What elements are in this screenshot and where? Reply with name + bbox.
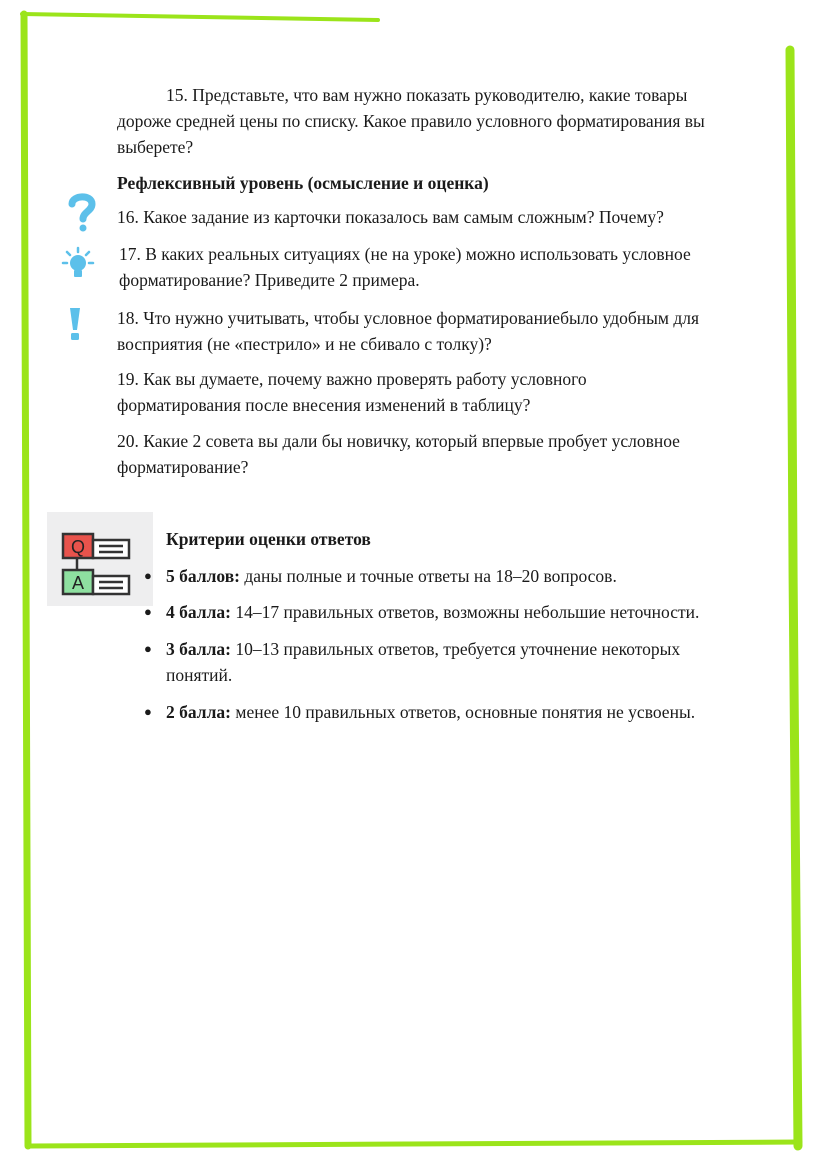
- qa-a-letter: A: [71, 573, 85, 593]
- q20-line1: 20. Какие 2 совета вы дали бы новичку, который впервые пробует условное: [117, 431, 680, 451]
- q20-line2: форматирование?: [117, 457, 249, 477]
- bullet: ●: [144, 641, 152, 656]
- exclamation-mark-icon: [66, 306, 84, 342]
- q17-line1: 17. В каких реальных ситуациях (не на уроке) можно использовать условное: [119, 244, 691, 264]
- criteria-item-3-line2: понятий.: [166, 665, 233, 685]
- qa-cards-icon: [47, 512, 153, 606]
- q19-line1: 19. Как вы думаете, почему важно проверять работу условного: [117, 369, 587, 389]
- qa-q-letter: Q: [70, 537, 86, 557]
- q16-text: 16. Какое задание из карточки показалось вам самым сложным? Почему?: [117, 207, 664, 227]
- section-title: Рефлексивный уровень (осмысление и оценка): [117, 173, 489, 193]
- bullet: ●: [144, 704, 152, 719]
- question-mark-icon: [62, 192, 102, 232]
- criteria-item-4: 4 балла: 14–17 правильных ответов, возможны небольшие неточности.: [166, 602, 700, 622]
- q18-line1: 18. Что нужно учитывать, чтобы условное форматированиебыло удобным для: [117, 308, 700, 328]
- criteria-item-3: 3 балла: 10–13 правильных ответов, требуется уточнение некоторых: [166, 639, 681, 659]
- q17-line2: форматирование? Приведите 2 примера.: [119, 270, 420, 290]
- q15-line3: выберете?: [117, 137, 194, 157]
- q19-line2: форматирования после внесения изменений в таблицу?: [117, 395, 531, 415]
- q15-line1: 15. Представьте, что вам нужно показать руководителю, какие товары: [166, 85, 688, 105]
- q15-line2: дороже средней цены по списку. Какое правило условного форматирования вы: [117, 111, 705, 131]
- q18-line2: восприятия (не «пестрило» и не сбивало с толку)?: [117, 334, 492, 354]
- criteria-item-5: 5 баллов: даны полные и точные ответы на 18–20 вопросов.: [166, 566, 617, 586]
- bullet: ●: [144, 568, 152, 583]
- lightbulb-icon: [58, 246, 98, 284]
- criteria-item-2: 2 балла: менее 10 правильных ответов, основные понятия не усвоены.: [166, 702, 696, 722]
- criteria-title: Критерии оценки ответов: [166, 529, 371, 549]
- bullet: ●: [144, 604, 152, 619]
